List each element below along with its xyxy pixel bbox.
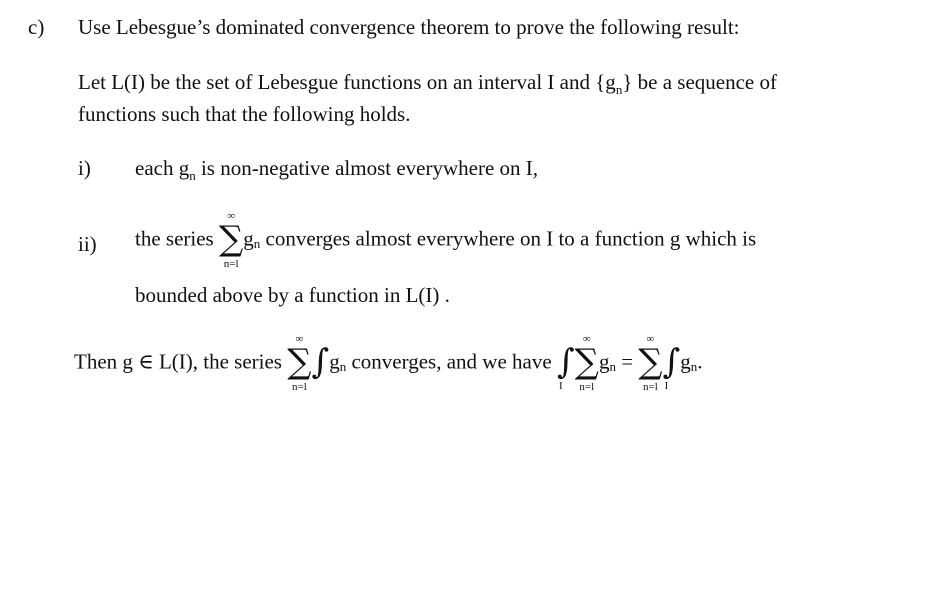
final-period: . bbox=[697, 349, 703, 374]
sum-lower-limit: n=l bbox=[223, 258, 239, 270]
integral-symbol: ∫ I bbox=[556, 342, 575, 392]
subscript-n: n bbox=[609, 359, 616, 374]
g-symbol: g bbox=[598, 349, 610, 374]
item-i-text bbox=[135, 156, 538, 181]
item-ii-label: ii) bbox=[78, 232, 97, 256]
item-ii-pre: the series bbox=[135, 226, 214, 251]
sum-upper-limit: ∞ bbox=[582, 333, 591, 345]
conclusion-line bbox=[74, 333, 703, 393]
equals-sign: = bbox=[621, 349, 634, 374]
sum-upper-limit: ∞ bbox=[646, 333, 655, 345]
sum-lower-limit: n=l bbox=[643, 381, 658, 393]
statement-line-2: functions such that the following holds. bbox=[78, 102, 411, 126]
subscript-n: n bbox=[339, 359, 347, 374]
problem-intro: Use Lebesgue’s dominated convergence theorem to prove the following result: bbox=[78, 15, 740, 39]
integral-lower-limit: I bbox=[558, 380, 563, 392]
item-ii-line-2: bounded above by a function in L(I) . bbox=[135, 283, 450, 307]
sum-upper-limit: ∞ bbox=[227, 210, 236, 222]
integral-symbol: ∫ bbox=[311, 342, 330, 382]
item-i-label: i) bbox=[78, 156, 91, 180]
summation-symbol: ∞ ∑ n=l bbox=[219, 222, 243, 256]
summation-symbol: ∞ ∑ n=l bbox=[287, 345, 311, 379]
sum-lower-limit: n=l bbox=[291, 381, 307, 393]
summation-symbol: ∞ ∑ n=l bbox=[638, 345, 662, 379]
sum-upper-limit: ∞ bbox=[295, 333, 304, 345]
item-i-text-a: each g bbox=[135, 156, 190, 180]
item-ii-post: converges almost everywhere on I to a function g which is bbox=[265, 226, 757, 251]
subscript-n: n bbox=[690, 359, 698, 374]
subscript-n: n bbox=[253, 236, 261, 251]
subscript-n: n bbox=[615, 82, 623, 97]
subscript-n: n bbox=[189, 168, 196, 183]
g-symbol: g bbox=[329, 349, 340, 374]
summation-symbol: ∞ ∑ n=l bbox=[575, 345, 599, 379]
part-label: c) bbox=[28, 15, 45, 39]
integral-symbol: ∫ I bbox=[662, 342, 681, 392]
g-symbol: g bbox=[243, 226, 254, 251]
sum-lower-limit: n=l bbox=[579, 381, 595, 393]
statement-text-a: Let L(I) be the set of Lebesgue functions on an interval I and {g bbox=[78, 70, 616, 94]
item-i-text-b: is non-negative almost everywhere on I, bbox=[195, 156, 539, 180]
integral-lower-limit: I bbox=[664, 380, 669, 392]
conclusion-pre: Then g ∈ L(I), the series bbox=[74, 349, 282, 374]
statement-text-b: } be a sequence of bbox=[622, 70, 777, 94]
statement-line-1 bbox=[78, 70, 777, 95]
conclusion-mid: converges, and we have bbox=[351, 349, 552, 374]
item-ii-line-1 bbox=[135, 210, 757, 270]
g-symbol: g bbox=[680, 349, 691, 374]
